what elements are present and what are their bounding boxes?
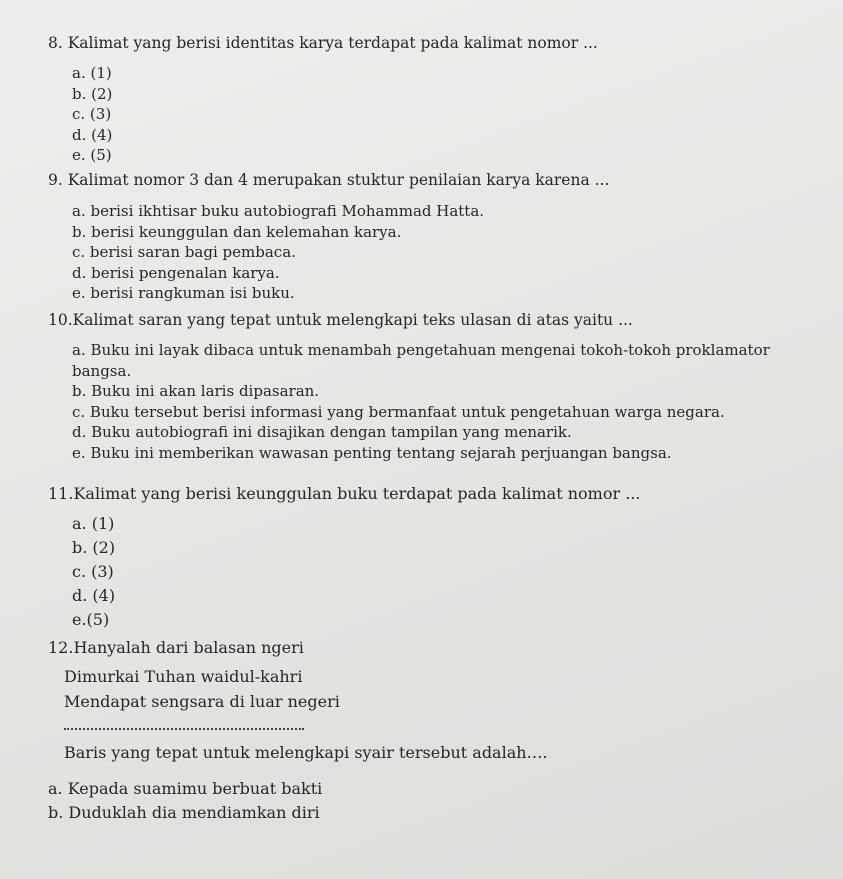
option-list [48, 777, 818, 825]
question-text: 9. Kalimat nomor 3 dan 4 merupakan stuktur penilaian karya karena ... [48, 171, 610, 189]
question-9 [48, 170, 818, 304]
question-10 [48, 310, 818, 463]
option-e[interactable]: e. (5) [72, 146, 112, 164]
option-e[interactable]: e.(5) [72, 610, 110, 629]
question-text: 11.Kalimat yang berisi keunggulan buku terdapat pada kalimat nomor ... [48, 484, 641, 503]
option-e[interactable]: e. Buku ini memberikan wawasan penting tentang sejarah perjuangan bangsa. [72, 443, 672, 462]
option-c[interactable]: c. (3) [72, 105, 112, 123]
option-c[interactable]: c. Buku tersebut berisi informasi yang bermanfaat untuk pengetahuan warga negara. [72, 402, 725, 421]
option-d[interactable]: d. (4) [72, 586, 116, 605]
option-d[interactable]: d. (4) [72, 125, 113, 144]
option-a[interactable]: a. (1) [72, 514, 115, 533]
option-b[interactable]: b. Duduklah dia mendiamkan diri [48, 803, 320, 822]
poem-line: Dimurkai Tuhan waidul-kahri [64, 667, 303, 686]
question-text: 8. Kalimat yang berisi identitas karya terdapat pada kalimat nomor ... [48, 34, 598, 52]
option-c[interactable]: c. berisi saran bagi pembaca. [72, 243, 296, 261]
option-d[interactable]: d. Buku autobiografi ini disajikan dengan tampilan yang menarik. [72, 423, 572, 441]
blank-line [64, 718, 304, 730]
option-c[interactable]: c. (3) [72, 562, 114, 581]
question-prompt: Baris yang tepat untuk melengkapi syair tersebut adalah…. [64, 743, 548, 762]
option-e[interactable]: e. berisi rangkuman isi buku. [72, 284, 295, 302]
option-list [72, 63, 818, 166]
option-list [72, 512, 818, 632]
question-11 [48, 482, 818, 632]
option-b[interactable]: b. (2) [72, 84, 113, 103]
option-list [72, 340, 807, 463]
question-text: 10.Kalimat saran yang tepat untuk melengkapi teks ulasan di atas yaitu ... [48, 311, 633, 329]
option-list [72, 201, 818, 304]
question-text: 12.Hanyalah dari balasan ngeri [48, 638, 304, 657]
option-b[interactable]: b. (2) [72, 538, 116, 557]
option-a[interactable]: a. berisi ikhtisar buku autobiografi Mohammad Hatta. [72, 202, 485, 220]
question-8 [48, 33, 818, 166]
question-12 [48, 636, 818, 825]
option-b[interactable]: b. Buku ini akan laris dipasaran. [72, 382, 320, 400]
option-d[interactable]: d. berisi pengenalan karya. [72, 263, 280, 282]
option-a[interactable]: a. Buku ini layak dibaca untuk menambah pengetahuan mengenai tokoh-tokoh proklamator bangsa. [72, 341, 770, 380]
poem-lines [64, 664, 818, 765]
poem-line: Mendapat sengsara di luar negeri [64, 692, 340, 711]
option-a[interactable]: a. (1) [72, 64, 112, 82]
option-b[interactable]: b. berisi keunggulan dan kelemahan karya. [72, 222, 402, 241]
option-a[interactable]: a. Kepada suamimu berbuat bakti [48, 779, 323, 798]
